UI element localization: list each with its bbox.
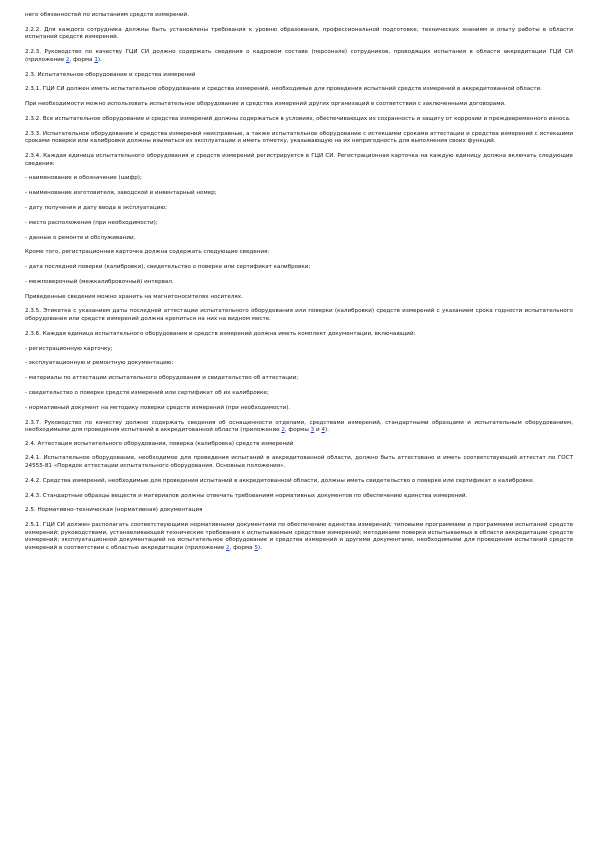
list-item: - регистрационную карточку; [25, 345, 113, 352]
paragraph-text: 2.2.3. Руководство по качеству ГЦИ СИ должно содержать сведения о кадровом составе (персонале) сотрудников, проводящих испытания в области аккредитации ГЦИ СИ (приложение [25, 49, 573, 63]
paragraph [25, 49, 573, 64]
form-link[interactable]: 1 [94, 56, 98, 63]
paragraph: 2.3.4. Каждая единица испытательного оборудования и средств измерений регистрируется в ГЦИ СИ. Регистрационная карточка на каждую единицу должна включать следующие сведения: [25, 153, 573, 167]
paragraph [25, 420, 573, 435]
form-link[interactable]: 5 [254, 544, 258, 551]
paragraph-text: , форма [229, 544, 255, 551]
list-item: - материалы по аттестации испытательного оборудования и свидетельство об аттестации; [25, 375, 299, 382]
list-item: - дату получения и дату ввода в эксплуатацию; [25, 204, 168, 211]
section-heading: 2.3. Испытательное оборудование и средства измерений [25, 71, 196, 78]
document-page [25, 12, 573, 560]
paragraph: Приведенные сведения можно хранить на магнитоносителях носителях. [25, 293, 243, 300]
list-item: - эксплуатационную и ремонтную документацию; [25, 360, 174, 367]
form-link[interactable]: 3 [310, 427, 315, 434]
appendix-link[interactable]: 2 [226, 544, 230, 551]
paragraph: При необходимости можно использовать испытательное оборудование и средства измерений других организаций в соответствии с заключенными договорами. [25, 101, 506, 108]
paragraph-text: , форма [69, 56, 95, 63]
list-item: - наименование изготовителя, заводской и инвентарный номер; [25, 190, 217, 197]
appendix-link[interactable]: 2 [281, 427, 285, 434]
section-heading: 2.5. Нормативно-техническая (нормативная) документация [25, 507, 203, 514]
list-item: - наименование и обозначение (шифр); [25, 175, 142, 182]
paragraph-text: ). [97, 56, 102, 63]
paragraph: 2.3.1. ГЦИ СИ должен иметь испытательное оборудование и средства измерений, необходимые для проведения испытаний средств измерений в аккредитованной области. [25, 86, 542, 93]
paragraph: 2.3.6. Каждая единица испытательного оборудования и средств измерений должна иметь комплект документации, включающий: [25, 330, 416, 337]
list-item: - нормативный документ на методику поверки средств измерений (при необходимости). [25, 404, 291, 411]
list-item: - место расположения (при необходимости); [25, 219, 158, 226]
appendix-link[interactable]: 2 [66, 56, 70, 63]
list-item: - дата последней поверки (калибровки), свидетельство о поверке или сертификат калибровки; [25, 264, 311, 271]
paragraph [25, 522, 573, 552]
paragraph-text: 2.5.1. ГЦИ СИ должен располагать соответствующими нормативными документами по обеспечению единства измерений; типовыми программами и программами испытаний средств измерений; руководствами, устанавливающей технические требования к испытываемым средствам измерений; методиками поверки испытываемых в области аккредитации средств измерений; эксплуатационной документацией на испытательное оборудование и средства измерений и другими документами, необходимыми для проведения испытаний средств измерений в соответствии с областью аккредитации (приложение [25, 522, 573, 551]
paragraph: 2.4.2. Средства измерений, необходимые для проведения испытаний в аккредитованной области, должны иметь свидетельство о поверке или сертификат о калибровке. [25, 477, 535, 484]
paragraph-text: 2.3.7. Руководство по качеству должно содержать сведения об оснащенности отделами, средствами измерений, стандартными образцами и испытательным оборудованием, необходимыми для проведения испытаний в аккредитованной области (приложение [25, 419, 573, 434]
paragraph: 2.2.2. Для каждого сотрудника должны быть установлены требования к уровню образования, профессиональной подготовке, технических знаниям и опыту работы в области испытаний средств измерений. [25, 26, 573, 41]
form-link[interactable]: 4 [321, 427, 325, 434]
paragraph: 2.4.3. Стандартные образцы веществ и материалов должны отвечать требованиям нормативных документов по обеспечению единства измерений. [25, 492, 468, 499]
paragraph-text: , формы [284, 427, 311, 434]
section-heading: 2.4. Аттестация испытательного оборудования, поверка (калибровка) средств измерений [25, 440, 294, 447]
list-item: - межповерочный (межкалибровочный) интервал. [25, 278, 174, 285]
paragraph: него обязанностей по испытаниям средств измерений. [25, 12, 190, 18]
paragraph-text: и [314, 427, 322, 434]
paragraph: 2.3.5. Этикетка с указанием даты последней аттестации испытательного оборудования или поверки (калибровки) средств измерений с указанием срока годности испытательного оборудования или средств измерений должна крепиться на них на видном месте. [25, 308, 573, 323]
list-item: - свидетельство о поверке средств измерений или сертификат об их калибровке; [25, 389, 269, 396]
paragraph: 2.4.1. Испытательное оборудование, необходимое для проведения испытаний в аккредитованной области, должно быть аттестовано и иметь соответствующий аттестат по ГОСТ 24555-81 «Порядок аттестации испытательного оборудования. Основные положения». [25, 455, 573, 470]
paragraph: 2.3.2. Все испытательное оборудование и средства измерений должны содержаться в условиях, обеспечивающих их сохранность и защиту от коррозии и преждевременного износа. [25, 115, 571, 122]
paragraph: 2.3.3. Испытательное оборудование и средства измерений неисправные, а также испытательное оборудование с истекшими сроками аттестации и средства измерений с истекшими сроками поверки или калибровки должны изыматься из эксплуатации и иметь отметку, указывающую на их непригодность для выполнения своих функций. [25, 130, 573, 145]
paragraph-text: ). [324, 427, 329, 434]
paragraph-text: ). [257, 544, 262, 551]
list-item: - данные о ремонте и обслуживании. [25, 234, 136, 241]
paragraph: Кроме того, регистрационная карточка должна содержать следующие сведения: [25, 249, 270, 256]
